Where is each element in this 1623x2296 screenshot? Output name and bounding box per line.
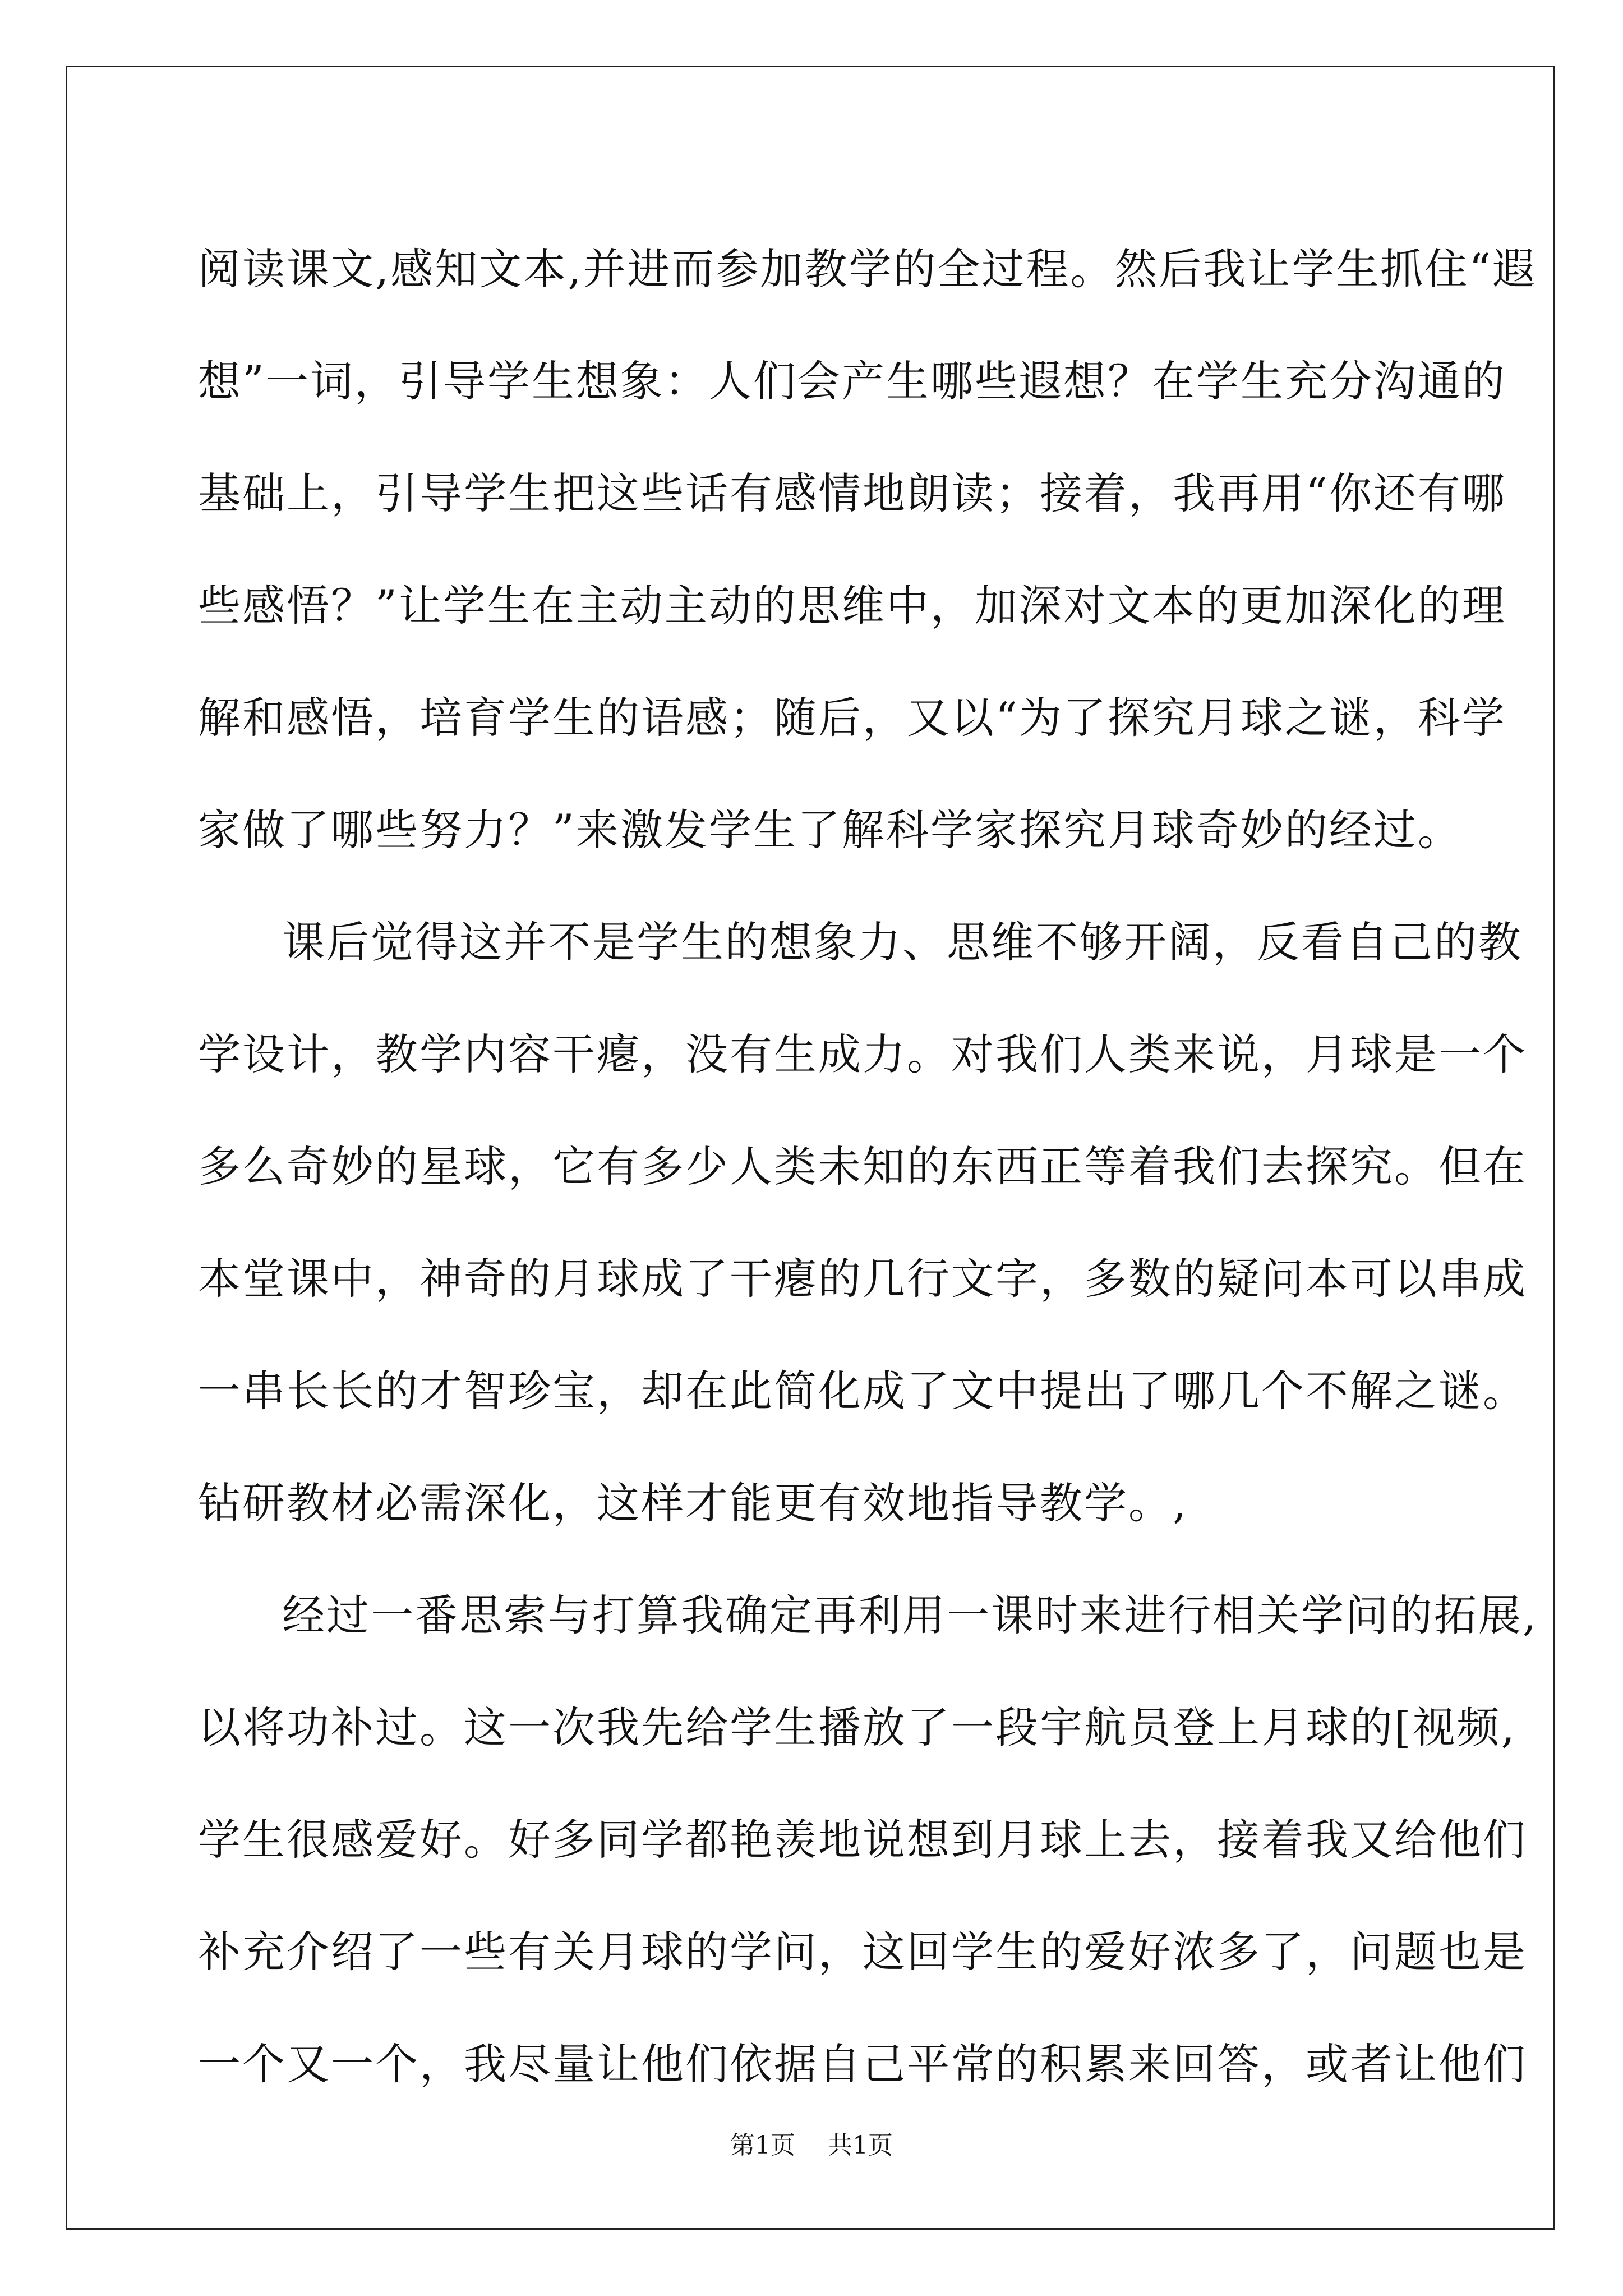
text-line: 一个又一个，我尽量让他们依据自己平常的积累来回答，或者让他们 (198, 2039, 1527, 2089)
text-line: 一串长长的才智珍宝，却在此简化成了文中提出了哪几个不解之谜。 (198, 1366, 1527, 1416)
text-line: 以将功补过。这一次我先给学生播放了一段宇航员登上月球的[视频, (198, 1703, 1516, 1752)
text-line: 些感悟？”让学生在主动主动的思维中，加深对文本的更加深化的理 (198, 581, 1506, 631)
paragraph-start-line: 经过一番思索与打算我确定再利用一课时来进行相关学问的拓展, (282, 1590, 1538, 1640)
text-line: 钻研教材必需深化，这样才能更有效地指导教学。, (198, 1478, 1188, 1528)
text-line: 家做了哪些努力？”来激发学生了解科学家探究月球奇妙的经过。 (198, 805, 1462, 855)
paragraph-start-line: 课后觉得这并不是学生的想象力、思维不够开阔，反看自己的教 (282, 917, 1523, 967)
page-total: 共1页 (828, 2131, 893, 2160)
document-body (198, 213, 1538, 2120)
text-line: 学设计，教学内容干瘪，没有生成力。对我们人类来说，月球是一个 (198, 1029, 1527, 1079)
page-number: 第1页 (730, 2131, 795, 2160)
text-line: 多么奇妙的星球，它有多少人类未知的东西正等着我们去探究。但在 (198, 1142, 1527, 1191)
text-line: 补充介绍了一些有关月球的学问，这回学生的爱好浓多了，问题也是 (198, 1927, 1527, 1977)
text-line: 本堂课中，神奇的月球成了干瘪的几行文字，多数的疑问本可以串成 (198, 1254, 1527, 1304)
page-footer (0, 2129, 1623, 2162)
text-line: 阅读课文,感知文本,并进而参加教学的全过程。然后我让学生抓住“遐 (198, 244, 1537, 294)
text-line: 解和感悟，培育学生的语感；随后，又以“为了探究月球之谜，科学 (198, 693, 1506, 743)
text-line: 想”一词，引导学生想象：人们会产生哪些遐想？在学生充分沟通的 (198, 356, 1506, 406)
text-line: 基础上，引导学生把这些话有感情地朗读；接着，我再用“你还有哪 (198, 468, 1506, 518)
text-line: 学生很感爱好。好多同学都艳羡地说想到月球上去，接着我又给他们 (198, 1815, 1527, 1865)
